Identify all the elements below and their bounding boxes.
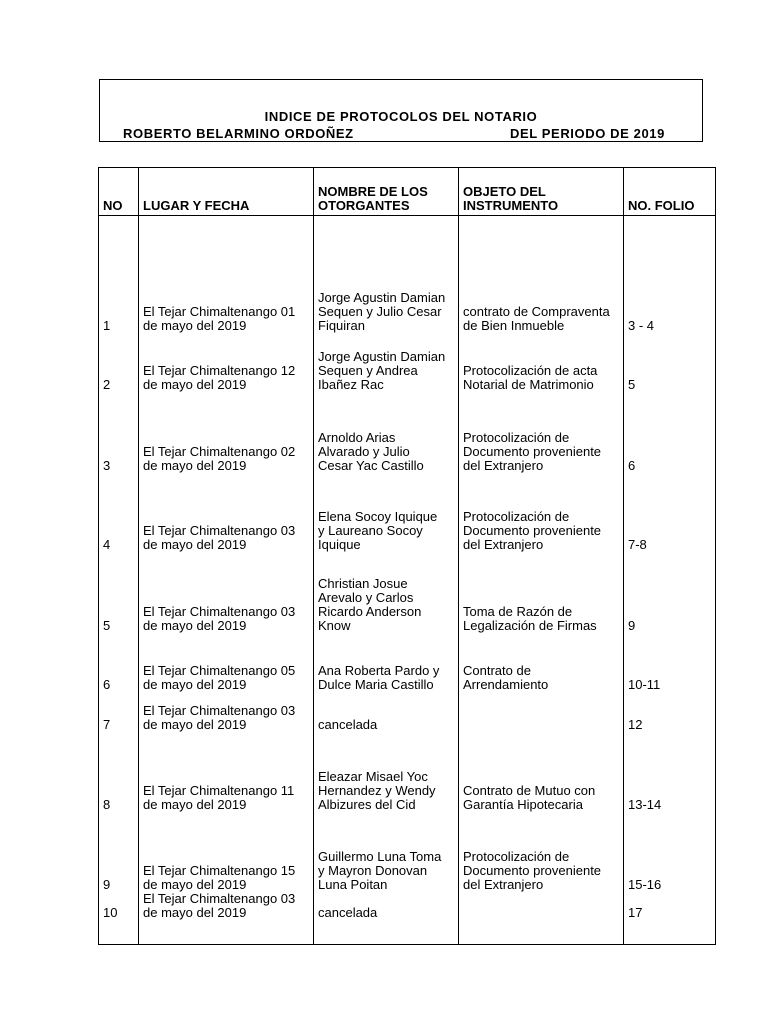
cell-otorgantes-text: cancelada <box>318 716 378 732</box>
cell-folio <box>624 216 716 333</box>
cell-folio <box>624 473 716 552</box>
cell-lugar-fecha <box>139 552 314 633</box>
cell-otorgantes-text: Jorge Agustin Damian Sequen y Julio Cesar Fiquiran <box>318 289 446 333</box>
cell-no-text: 3 <box>103 457 111 473</box>
cell-objeto-text: contrato de Compraventa de Bien Inmueble <box>463 303 610 333</box>
cell-otorgantes-text: Jorge Agustin Damian Sequen y Andrea Ibañez Rac <box>318 348 446 392</box>
cell-lugar-fecha-text: El Tejar Chimaltenango 03 de mayo del 2019 <box>143 702 296 732</box>
cell-otorgantes-text: Eleazar Misael Yoc Hernandez y Wendy Albizures del Cid <box>318 768 436 812</box>
cell-lugar-fecha-text: El Tejar Chimaltenango 15 de mayo del 2019 <box>143 862 296 892</box>
cell-otorgantes <box>314 216 459 333</box>
table-row <box>99 732 716 812</box>
table-row <box>99 892 716 945</box>
cell-folio-text: 15-16 <box>628 876 662 892</box>
cell-no-text: 8 <box>103 796 111 812</box>
cell-otorgantes <box>314 473 459 552</box>
column-header-folio: NO. FOLIO <box>624 168 716 216</box>
document-title: INDICE DE PROTOCOLOS DEL NOTARIO <box>264 109 538 124</box>
cell-objeto <box>459 633 624 692</box>
table-row <box>99 473 716 552</box>
notary-name: ROBERTO BELARMINO ORDOÑEZ <box>123 126 354 141</box>
cell-otorgantes-text: Guillermo Luna Toma y Mayron Donovan Luna Poitan <box>318 848 442 892</box>
cell-folio-text: 9 <box>628 617 636 633</box>
cell-otorgantes <box>314 633 459 692</box>
cell-objeto <box>459 552 624 633</box>
cell-otorgantes <box>314 812 459 892</box>
cell-objeto-text: Protocolización de Documento proveniente del Extranjero <box>463 848 602 892</box>
cell-otorgantes-text: Arnoldo Arias Alvarado y Julio Cesar Yac Castillo <box>318 429 424 473</box>
table-row <box>99 333 716 392</box>
column-header-otorgantes: NOMBRE DE LOS OTORGANTES <box>314 168 459 216</box>
cell-lugar-fecha <box>139 732 314 812</box>
cell-lugar-fecha <box>139 392 314 473</box>
cell-lugar-fecha <box>139 633 314 692</box>
cell-lugar-fecha <box>139 216 314 333</box>
cell-folio <box>624 333 716 392</box>
cell-folio-text: 6 <box>628 457 636 473</box>
cell-objeto <box>459 892 624 945</box>
cell-folio-text: 3 - 4 <box>628 317 655 333</box>
cell-lugar-fecha-text: El Tejar Chimaltenango 11 de mayo del 2019 <box>143 782 295 812</box>
table-row <box>99 633 716 692</box>
cell-lugar-fecha-text: El Tejar Chimaltenango 02 de mayo del 2019 <box>143 443 296 473</box>
table-row <box>99 812 716 892</box>
table-row <box>99 692 716 732</box>
document-header <box>99 79 703 142</box>
cell-lugar-fecha-text: El Tejar Chimaltenango 03 de mayo del 2019 <box>143 891 296 920</box>
cell-lugar-fecha-text: El Tejar Chimaltenango 03 de mayo del 2019 <box>143 603 296 633</box>
cell-no <box>99 333 139 392</box>
cell-no-text: 4 <box>103 536 111 552</box>
cell-otorgantes-text: Ana Roberta Pardo y Dulce Maria Castillo <box>318 662 440 692</box>
cell-objeto-text: Protocolización de acta Notarial de Matrimonio <box>463 362 598 392</box>
cell-otorgantes <box>314 392 459 473</box>
cell-no-text: 2 <box>103 376 111 392</box>
cell-objeto-text: Protocolización de Documento proveniente del Extranjero <box>463 429 602 473</box>
cell-no <box>99 473 139 552</box>
cell-otorgantes-text: Elena Socoy Iquique y Laureano Socoy Iquique <box>318 508 438 552</box>
cell-objeto <box>459 812 624 892</box>
cell-lugar-fecha <box>139 812 314 892</box>
cell-lugar-fecha-text: El Tejar Chimaltenango 01 de mayo del 2019 <box>143 303 296 333</box>
cell-no <box>99 732 139 812</box>
table-row <box>99 552 716 633</box>
table-header-row <box>99 168 716 216</box>
cell-no <box>99 892 139 945</box>
cell-objeto-text: Contrato de Mutuo con Garantía Hipotecaria <box>463 782 596 812</box>
cell-lugar-fecha <box>139 333 314 392</box>
cell-no <box>99 216 139 333</box>
cell-objeto <box>459 216 624 333</box>
cell-objeto-text: Protocolización de Documento proveniente del Extranjero <box>463 508 602 552</box>
cell-lugar-fecha-text: El Tejar Chimaltenango 05 de mayo del 2019 <box>143 662 296 692</box>
cell-folio-text: 10-11 <box>628 676 661 692</box>
cell-no <box>99 812 139 892</box>
cell-folio <box>624 732 716 812</box>
cell-lugar-fecha <box>139 692 314 732</box>
cell-otorgantes <box>314 552 459 633</box>
cell-objeto <box>459 473 624 552</box>
cell-otorgantes-text: Christian Josue Arevalo y Carlos Ricardo Anderson Know <box>318 575 422 633</box>
cell-no-text: 6 <box>103 676 111 692</box>
cell-no <box>99 392 139 473</box>
cell-folio <box>624 633 716 692</box>
cell-lugar-fecha-text: El Tejar Chimaltenango 12 de mayo del 2019 <box>143 362 296 392</box>
cell-objeto <box>459 333 624 392</box>
cell-folio <box>624 692 716 732</box>
table-row <box>99 216 716 333</box>
cell-otorgantes <box>314 892 459 945</box>
column-header-objeto: OBJETO DEL INSTRUMENTO <box>459 168 624 216</box>
cell-no-text: 10 <box>103 904 118 920</box>
table-row <box>99 392 716 473</box>
cell-objeto-text: Contrato de Arrendamiento <box>463 662 549 692</box>
cell-no <box>99 692 139 732</box>
cell-objeto <box>459 732 624 812</box>
cell-folio <box>624 392 716 473</box>
cell-otorgantes <box>314 333 459 392</box>
cell-objeto <box>459 692 624 732</box>
protocol-index-table <box>98 167 716 945</box>
cell-folio-text: 5 <box>628 376 636 392</box>
cell-otorgantes-text: cancelada <box>318 904 378 920</box>
cell-lugar-fecha <box>139 473 314 552</box>
cell-folio-text: 13-14 <box>628 796 662 812</box>
cell-lugar-fecha <box>139 892 314 945</box>
column-header-no: NO <box>99 168 139 216</box>
cell-folio <box>624 812 716 892</box>
cell-no-text: 9 <box>103 876 111 892</box>
column-header-lugar-fecha: LUGAR Y FECHA <box>139 168 314 216</box>
period-label: DEL PERIODO DE 2019 <box>510 126 665 141</box>
cell-no <box>99 633 139 692</box>
cell-objeto-text: Toma de Razón de Legalización de Firmas <box>463 603 597 633</box>
cell-no-text: 1 <box>103 317 111 333</box>
cell-folio <box>624 552 716 633</box>
cell-folio-text: 12 <box>628 716 643 732</box>
cell-no-text: 7 <box>103 716 111 732</box>
cell-no-text: 5 <box>103 617 111 633</box>
cell-objeto <box>459 392 624 473</box>
cell-otorgantes <box>314 732 459 812</box>
cell-folio-text: 17 <box>628 904 643 920</box>
cell-otorgantes <box>314 692 459 732</box>
cell-no <box>99 552 139 633</box>
cell-folio-text: 7-8 <box>628 536 647 552</box>
cell-lugar-fecha-text: El Tejar Chimaltenango 03 de mayo del 2019 <box>143 522 296 552</box>
cell-folio <box>624 892 716 945</box>
